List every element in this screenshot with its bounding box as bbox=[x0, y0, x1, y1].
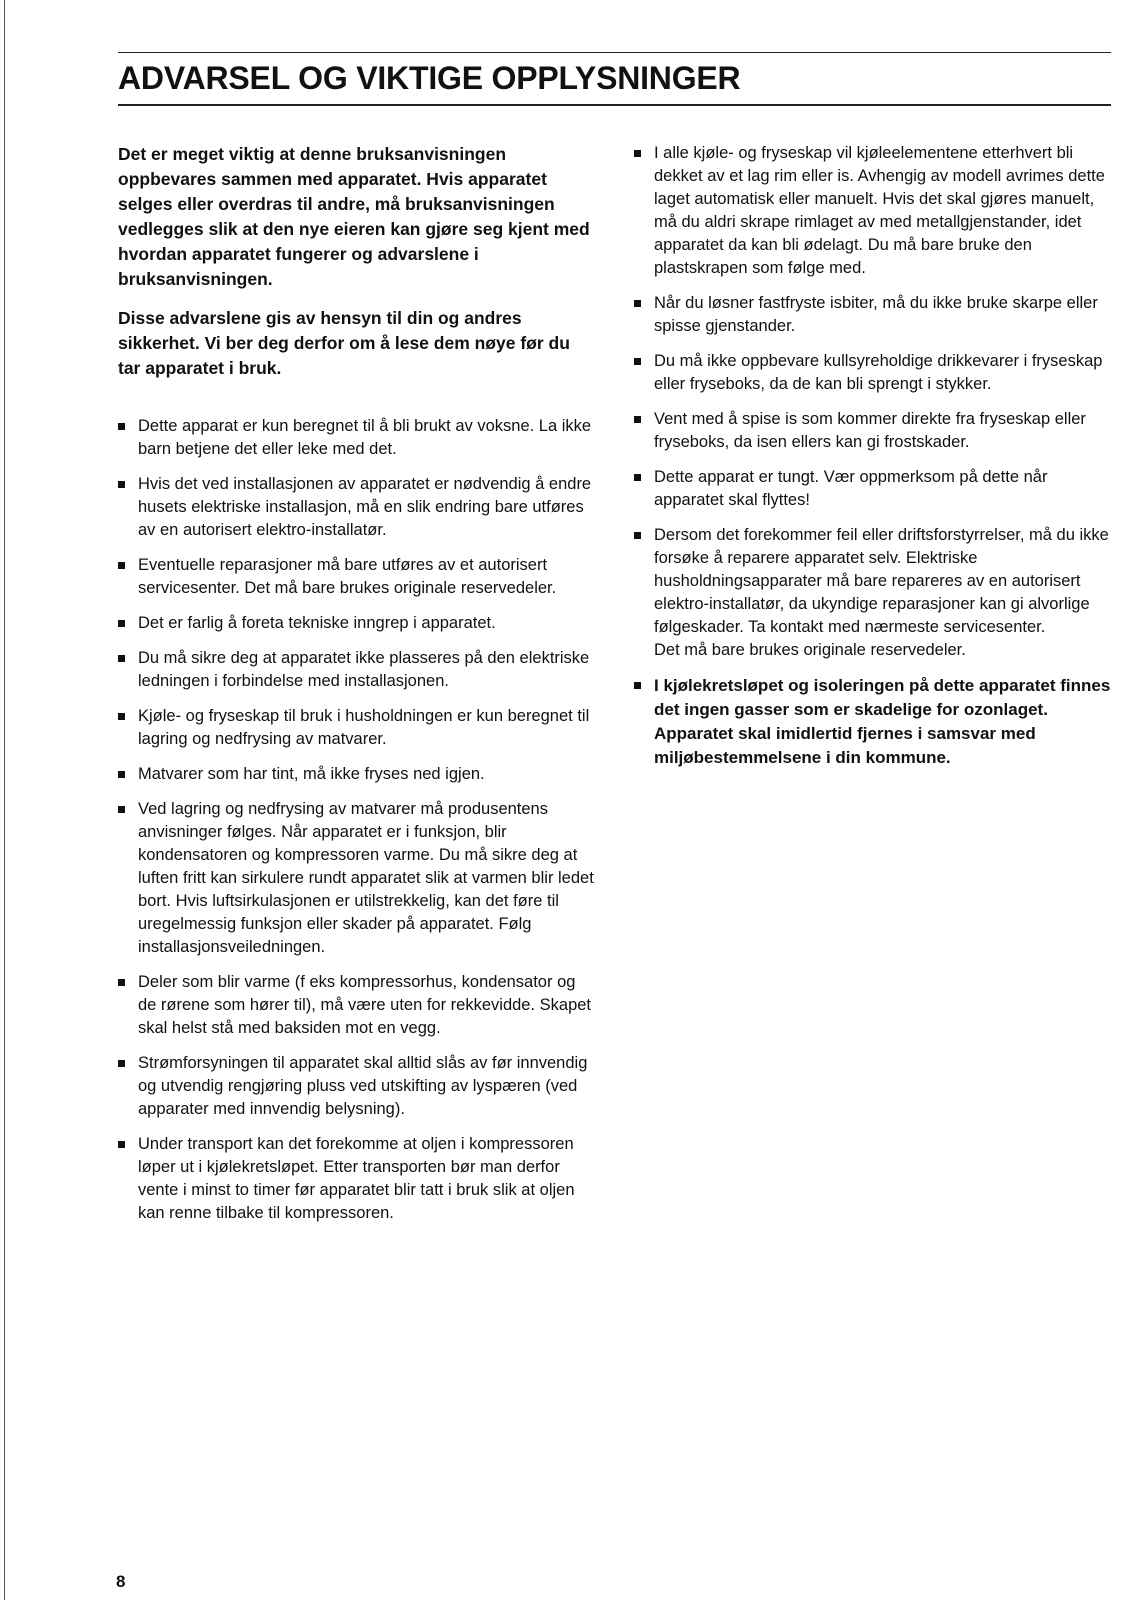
warning-item: Du må ikke oppbevare kullsyreholdige drikkevarer i fryseskap eller fryseboks, da de kan bli sprengt i stykker. bbox=[634, 350, 1114, 396]
bullet-icon bbox=[118, 979, 125, 986]
bullet-icon bbox=[118, 655, 125, 662]
warning-item: Ved lagring og nedfrysing av matvarer må produsentens anvisninger følges. Når apparatet er i funksjon, blir kondensatoren og kompressoren varme. Du må sikre deg at luften fritt kan sirkulere rundt apparatet slik at varmen blir ledet bort. Hvis luftsirkulasjonen er utilstrekkelig, kan det føre til uregelmessig funksjon eller skader på apparatet. Følg installasjonsveiledningen. bbox=[118, 798, 596, 959]
bullet-icon bbox=[634, 416, 641, 423]
bullet-icon bbox=[118, 771, 125, 778]
right-column bbox=[634, 142, 1114, 782]
bullet-icon bbox=[118, 806, 125, 813]
environment-notice: I kjølekretsløpet og isoleringen på dette apparatet finnes det ingen gasser som er skadelige for ozonlaget. Apparatet skal imidlertid fjernes i samsvar med miljøbestemmelsene i din kommune. bbox=[634, 674, 1114, 770]
warning-item: Eventuelle reparasjoner må bare utføres av et autorisert servicesenter. Det må bare brukes originale reservedeler. bbox=[118, 554, 596, 600]
warning-item: Når du løsner fastfryste isbiter, må du ikke bruke skarpe eller spisse gjenstander. bbox=[634, 292, 1114, 338]
bullet-icon bbox=[634, 150, 641, 157]
warning-item: Dette apparat er kun beregnet til å bli brukt av voksne. La ikke barn betjene det eller leke med det. bbox=[118, 415, 596, 461]
warning-list-right bbox=[634, 142, 1114, 770]
bullet-icon bbox=[118, 481, 125, 488]
page-edge-line bbox=[4, 0, 5, 1600]
warning-list-left bbox=[118, 415, 596, 1225]
warning-item: Hvis det ved installasjonen av apparatet er nødvendig å endre husets elektriske installasjon, må en slik endring bare utføres av en autorisert elektro-installatør. bbox=[118, 473, 596, 542]
warning-item: Deler som blir varme (f eks kompressorhus, kondensator og de rørene som hører til), må være uten for rekkevidde. Skapet skal helst stå med baksiden mot en vegg. bbox=[118, 971, 596, 1040]
warning-item: Kjøle- og fryseskap til bruk i husholdningen er kun beregnet til lagring og nedfrysing av matvarer. bbox=[118, 705, 596, 751]
bullet-icon bbox=[634, 682, 641, 689]
warning-item: Matvarer som har tint, må ikke fryses ned igjen. bbox=[118, 763, 596, 786]
title-rule-top bbox=[118, 52, 1111, 53]
intro-paragraph-1: Det er meget viktig at denne bruksanvisningen oppbevares sammen med apparatet. Hvis apparatet selges eller overdras til andre, må bruksanvisningen vedlegges slik at den nye eieren kan gjøre seg kjent med hvordan apparatet fungerer og advarslene i bruksanvisningen. bbox=[118, 144, 590, 289]
bullet-icon bbox=[118, 713, 125, 720]
bullet-icon bbox=[118, 423, 125, 430]
bullet-icon bbox=[634, 532, 641, 539]
warning-item: Vent med å spise is som kommer direkte fra fryseskap eller fryseboks, da isen ellers kan gi frostskader. bbox=[634, 408, 1114, 454]
warning-item: Dette apparat er tungt. Vær oppmerksom på dette når apparatet skal flyttes! bbox=[634, 466, 1114, 512]
warning-item: Det er farlig å foreta tekniske inngrep i apparatet. bbox=[118, 612, 596, 635]
title-rule-bottom bbox=[118, 104, 1111, 106]
bullet-icon bbox=[634, 300, 641, 307]
warning-item: I alle kjøle- og fryseskap vil kjøleelementene etterhvert bli dekket av et lag rim eller is. Avhengig av modell avrimes dette laget automatisk eller manuelt. Hvis det skal gjøres manuelt, må du aldri skrape rimlaget av med metallgjenstander, idet apparatet da kan bli ødelagt. Du må bare bruke den plastskrapen som følge med. bbox=[634, 142, 1114, 280]
bullet-icon bbox=[118, 1060, 125, 1067]
bullet-icon bbox=[118, 562, 125, 569]
bullet-icon bbox=[634, 358, 641, 365]
bullet-icon bbox=[118, 620, 125, 627]
warning-item: Under transport kan det forekomme at oljen i kompressoren løper ut i kjølekretsløpet. Etter transporten bør man derfor vente i minst to timer før apparatet blir tatt i bruk slik at oljen kan renne tilbake til kompressoren. bbox=[118, 1133, 596, 1225]
page-number: 8 bbox=[116, 1572, 126, 1591]
intro-paragraph-2: Disse advarslene gis av hensyn til din og andres sikkerhet. Vi ber deg derfor om å lese dem nøye før du tar apparatet i bruk. bbox=[118, 308, 570, 378]
bullet-icon bbox=[634, 474, 641, 481]
left-column bbox=[118, 142, 596, 1237]
warning-item: Dersom det forekommer feil eller driftsforstyrrelser, må du ikke forsøke å reparere apparatet selv. Elektriske husholdningsapparater må bare repareres av en autorisert elektro-installatør, da ukyndige reparasjoner kan gi alvorlige følgeskader. Ta kontakt med nærmeste servicesenter. Det må bare brukes originale reservedeler. bbox=[634, 524, 1114, 662]
warning-item: Strømforsyningen til apparatet skal alltid slås av før innvendig og utvendig rengjøring pluss ved utskifting av lyspæren (ved apparater med innvendig belysning). bbox=[118, 1052, 596, 1121]
warning-item: Du må sikre deg at apparatet ikke plasseres på den elektriske ledningen i forbindelse med installasjonen. bbox=[118, 647, 596, 693]
page-title: ADVARSEL OG VIKTIGE OPPLYSNINGER bbox=[118, 60, 741, 96]
bullet-icon bbox=[118, 1141, 125, 1148]
